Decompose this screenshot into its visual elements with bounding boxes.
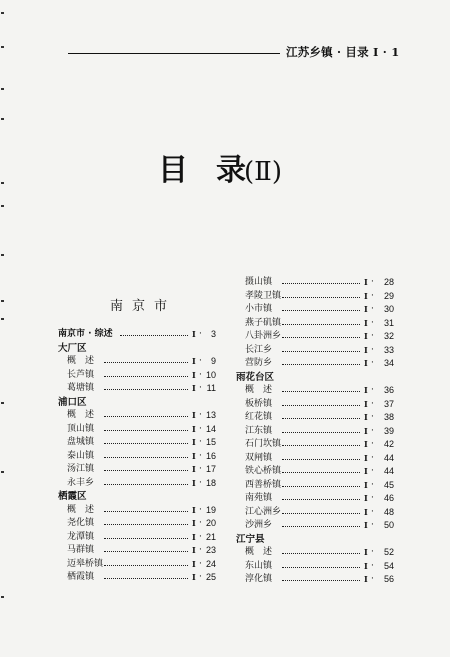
toc-volume-number: Ⅰ	[364, 304, 367, 314]
toc-entry[interactable]	[58, 382, 216, 396]
toc-volume-number: Ⅰ	[192, 531, 195, 542]
toc-entry[interactable]	[236, 573, 394, 587]
page-title-char-1: 目	[158, 153, 188, 188]
toc-entry-name: 石门坎镇	[245, 439, 282, 449]
city-heading: 南京市	[110, 299, 177, 314]
toc-entry[interactable]	[236, 479, 394, 493]
toc-leader-dots	[282, 432, 360, 433]
toc-volume-number: Ⅰ	[192, 464, 195, 474]
toc-separator-dot: ·	[371, 425, 374, 436]
toc-entry-name: 燕子矶镇	[245, 317, 282, 328]
toc-separator-dot: ·	[199, 504, 202, 515]
toc-entry-name: 尧化镇	[67, 518, 95, 528]
toc-entry[interactable]	[58, 355, 216, 369]
toc-page-number: 19	[205, 504, 216, 515]
toc-volume-number: Ⅰ	[364, 290, 367, 301]
toc-column-right	[236, 276, 394, 587]
toc-page-number: 16	[205, 450, 216, 461]
toc-page-number: 44	[383, 466, 394, 476]
toc-separator-dot: ·	[371, 479, 374, 490]
toc-entry[interactable]	[236, 290, 394, 304]
toc-entry-name: 汤江镇	[67, 464, 95, 474]
toc-entry[interactable]	[236, 357, 394, 371]
toc-volume-number: Ⅰ	[364, 466, 367, 476]
toc-entry[interactable]	[236, 411, 394, 425]
toc-volume-number: Ⅰ	[364, 412, 367, 422]
toc-leader-dots	[282, 445, 360, 446]
toc-page-number: 56	[383, 574, 394, 584]
toc-section-name: 栖霞区	[58, 491, 87, 502]
toc-page-number: 3	[210, 329, 216, 339]
toc-page-number: 50	[383, 520, 394, 530]
toc-volume-number: Ⅰ	[192, 356, 195, 366]
toc-entry-name: 泰山镇	[67, 450, 95, 461]
toc-page-number: 38	[383, 412, 394, 422]
toc-separator-dot: ·	[371, 506, 374, 517]
toc-entry[interactable]	[236, 303, 394, 317]
toc-volume-number: Ⅰ	[192, 450, 195, 461]
toc-section-heading[interactable]	[58, 342, 216, 356]
toc-leader-dots	[104, 416, 188, 417]
toc-separator-dot: ·	[199, 545, 202, 555]
toc-separator-dot: ·	[371, 317, 374, 328]
toc-entry[interactable]	[236, 330, 394, 344]
toc-entry-name: 概 述	[67, 504, 95, 515]
toc-separator-dot: ·	[371, 398, 374, 409]
toc-entry[interactable]	[58, 436, 216, 450]
toc-separator-dot: ·	[199, 369, 202, 380]
toc-entry-name: 摄山镇	[245, 277, 273, 287]
toc-entry[interactable]	[236, 398, 394, 412]
toc-entry[interactable]	[236, 425, 394, 439]
toc-entry[interactable]	[58, 369, 216, 383]
toc-page-number: 9	[210, 356, 216, 366]
toc-leader-dots	[120, 335, 188, 336]
toc-volume-number: Ⅰ	[364, 344, 367, 355]
toc-page-number: 18	[205, 477, 216, 488]
toc-volume-number: Ⅰ	[364, 479, 367, 490]
toc-volume-number: Ⅰ	[364, 560, 367, 571]
toc-leader-dots	[282, 364, 360, 365]
toc-volume-number: Ⅰ	[192, 410, 195, 420]
toc-separator-dot: ·	[199, 423, 202, 434]
toc-page-number: 28	[383, 277, 394, 287]
running-header: 江苏乡镇 · 目录 Ⅰ · 1	[286, 45, 400, 59]
toc-volume-number: Ⅰ	[364, 385, 367, 395]
toc-page-number: 45	[383, 479, 394, 490]
toc-leader-dots	[282, 513, 360, 514]
toc-leader-dots	[104, 362, 188, 363]
toc-entry[interactable]	[236, 546, 394, 560]
toc-separator-dot: ·	[371, 385, 374, 395]
toc-leader-dots	[104, 430, 188, 431]
toc-volume-number: Ⅰ	[192, 329, 195, 339]
toc-volume-number: Ⅰ	[364, 425, 367, 436]
toc-leader-dots	[104, 551, 188, 552]
toc-page-number: 33	[383, 344, 394, 355]
toc-leader-dots	[282, 418, 360, 419]
toc-volume-number: Ⅰ	[192, 558, 195, 569]
scan-edge-marks	[0, 0, 6, 657]
toc-entry-name: 板桥镇	[245, 398, 273, 409]
toc-entry[interactable]	[58, 571, 216, 585]
toc-entry-name: 江心洲乡	[245, 506, 282, 517]
toc-entry-name: 概 述	[67, 410, 95, 420]
toc-separator-dot: ·	[371, 547, 374, 557]
toc-leader-dots	[104, 376, 188, 377]
toc-separator-dot: ·	[371, 304, 374, 314]
toc-leader-dots	[282, 553, 360, 554]
toc-leader-dots	[282, 580, 360, 581]
toc-entry[interactable]	[58, 544, 216, 558]
toc-volume-number: Ⅰ	[192, 369, 195, 380]
toc-leader-dots	[282, 459, 360, 460]
toc-entry-name: 概 述	[245, 385, 273, 395]
toc-entry-name: 南苑镇	[245, 493, 273, 503]
toc-entry-name: 双闸镇	[245, 452, 273, 463]
toc-page-number: 25	[205, 572, 216, 582]
toc-entry-name: 概 述	[67, 356, 95, 366]
toc-leader-dots	[282, 283, 360, 284]
toc-section-heading[interactable]	[58, 396, 216, 410]
toc-leader-dots	[104, 578, 188, 579]
toc-volume-number: Ⅰ	[364, 574, 367, 584]
toc-separator-dot: ·	[199, 531, 202, 542]
toc-leader-dots	[104, 511, 188, 512]
toc-volume-number: Ⅰ	[192, 545, 195, 555]
toc-separator-dot: ·	[199, 464, 202, 474]
toc-volume-number: Ⅰ	[364, 277, 367, 287]
toc-entry[interactable]	[58, 450, 216, 464]
toc-leader-dots	[282, 297, 360, 298]
toc-entry[interactable]	[236, 492, 394, 506]
toc-volume-number: Ⅰ	[192, 504, 195, 515]
toc-separator-dot: ·	[199, 329, 202, 339]
toc-separator-dot: ·	[371, 560, 374, 571]
toc-volume-number: Ⅰ	[192, 572, 195, 582]
toc-page-number: 10	[205, 369, 216, 380]
toc-entry-name: 铁心桥镇	[245, 466, 282, 476]
toc-entry[interactable]	[236, 506, 394, 520]
toc-separator-dot: ·	[199, 410, 202, 420]
toc-separator-dot: ·	[199, 572, 202, 582]
toc-volume-number: Ⅰ	[364, 317, 367, 328]
toc-separator-dot: ·	[371, 439, 374, 449]
toc-volume-number: Ⅰ	[192, 477, 195, 488]
toc-volume-number: Ⅰ	[364, 398, 367, 409]
toc-entry-name: 栖霞镇	[67, 572, 95, 582]
toc-entry[interactable]	[236, 317, 394, 331]
header-rule	[68, 53, 280, 54]
toc-separator-dot: ·	[199, 477, 202, 488]
toc-leader-dots	[104, 470, 188, 471]
toc-entry[interactable]	[236, 276, 394, 290]
toc-page-number: 13	[205, 410, 216, 420]
toc-entry-name: 马群镇	[67, 545, 95, 555]
toc-column-left	[58, 328, 216, 585]
toc-volume-number: Ⅰ	[192, 437, 195, 447]
toc-separator-dot: ·	[199, 558, 202, 569]
toc-section-heading[interactable]	[236, 533, 394, 547]
toc-volume-number: Ⅰ	[364, 452, 367, 463]
toc-separator-dot: ·	[199, 437, 202, 447]
toc-entry[interactable]	[58, 531, 216, 545]
toc-entry-name: 长江乡	[245, 344, 273, 355]
toc-page-number: 30	[383, 304, 394, 314]
toc-leader-dots	[282, 310, 360, 311]
toc-separator-dot: ·	[199, 356, 202, 366]
toc-page-number: 24	[205, 558, 216, 569]
toc-entry-name: 长芦镇	[67, 369, 95, 380]
toc-entry[interactable]	[58, 477, 216, 491]
toc-entry[interactable]	[58, 463, 216, 477]
toc-volume-number: Ⅰ	[192, 423, 195, 434]
toc-leader-dots	[282, 567, 360, 568]
toc-section-heading[interactable]	[58, 490, 216, 504]
toc-page-number: 34	[383, 358, 394, 368]
toc-separator-dot: ·	[371, 574, 374, 584]
toc-page-number: 14	[205, 423, 216, 434]
toc-page-number: 15	[205, 437, 216, 447]
toc-entry-name: 西善桥镇	[245, 479, 282, 490]
toc-leader-dots	[282, 324, 360, 325]
toc-leader-dots	[104, 389, 188, 390]
toc-entry-name: 江东镇	[245, 425, 273, 436]
toc-separator-dot: ·	[199, 518, 202, 528]
toc-page-number: 42	[383, 439, 394, 449]
toc-separator-dot: ·	[371, 520, 374, 530]
toc-leader-dots	[282, 405, 360, 406]
toc-entry-name: 红花镇	[245, 412, 273, 422]
toc-page-number: 23	[205, 545, 216, 555]
toc-volume-number: Ⅰ	[192, 518, 195, 528]
toc-section-name: 大厂区	[58, 342, 87, 354]
toc-entry-name: 淳化镇	[245, 574, 273, 584]
toc-page-number: 17	[205, 464, 216, 474]
toc-leader-dots	[104, 538, 188, 539]
toc-entry-name: 龙潭镇	[67, 531, 95, 542]
toc-page-number: 31	[383, 317, 394, 328]
toc-volume-number: Ⅰ	[364, 493, 367, 503]
toc-entry-name: 顶山镇	[67, 423, 95, 434]
toc-separator-dot: ·	[371, 344, 374, 355]
toc-separator-dot: ·	[371, 452, 374, 463]
toc-separator-dot: ·	[371, 358, 374, 368]
toc-entry[interactable]	[236, 452, 394, 466]
toc-page-number: 32	[383, 331, 394, 341]
page-title-char-2: 录	[216, 153, 246, 188]
toc-leader-dots	[282, 499, 360, 500]
toc-section-name: 浦口区	[58, 396, 87, 408]
toc-volume-number: Ⅰ	[364, 439, 367, 449]
toc-entry[interactable]	[58, 423, 216, 437]
toc-entry-name: 盘城镇	[67, 437, 95, 447]
toc-entry-name: 概 述	[245, 547, 273, 557]
toc-leader-dots	[104, 443, 188, 444]
toc-leader-dots	[282, 486, 360, 487]
toc-volume-number: Ⅰ	[364, 331, 367, 341]
toc-separator-dot: ·	[371, 493, 374, 503]
toc-leader-dots	[104, 565, 188, 566]
toc-entry[interactable]	[58, 328, 216, 342]
toc-entry[interactable]	[236, 438, 394, 452]
toc-entry-name: 小市镇	[245, 304, 273, 314]
toc-volume-number: Ⅰ	[192, 383, 195, 393]
toc-volume-number: Ⅰ	[364, 520, 367, 530]
toc-page-number: 52	[383, 547, 394, 557]
toc-separator-dot: ·	[371, 277, 374, 287]
toc-entry[interactable]	[236, 560, 394, 574]
toc-entry[interactable]	[236, 465, 394, 479]
toc-leader-dots	[282, 351, 360, 352]
toc-entry[interactable]	[236, 344, 394, 358]
toc-entry-name: 葛塘镇	[67, 383, 95, 393]
toc-page-number: 29	[383, 290, 394, 301]
toc-volume-number: Ⅰ	[364, 547, 367, 557]
toc-page-number: 46	[383, 493, 394, 503]
toc-section-heading[interactable]	[236, 371, 394, 385]
toc-page-number: 20	[205, 518, 216, 528]
toc-entry-name: 沙洲乡	[245, 520, 273, 530]
toc-separator-dot: ·	[371, 412, 374, 422]
toc-entry[interactable]	[58, 558, 216, 572]
toc-entry-name: 永丰乡	[67, 477, 95, 488]
toc-separator-dot: ·	[371, 466, 374, 476]
toc-page-number: 11	[206, 383, 216, 393]
page-title-volume: (Ⅱ)	[244, 157, 282, 187]
toc-entry-name: 八卦洲乡	[245, 331, 282, 341]
toc-separator-dot: ·	[199, 383, 202, 393]
toc-entry-name: 南京市 · 综述	[58, 329, 113, 339]
toc-leader-dots	[104, 457, 188, 458]
toc-section-name: 江宁县	[236, 533, 265, 545]
toc-entry-name: 东山镇	[245, 560, 273, 571]
toc-separator-dot: ·	[371, 290, 374, 301]
toc-page-number: 39	[383, 425, 394, 436]
toc-entry-name: 迈皋桥镇	[67, 558, 104, 569]
toc-leader-dots	[104, 524, 188, 525]
toc-volume-number: Ⅰ	[364, 358, 367, 368]
toc-leader-dots	[282, 337, 360, 338]
toc-separator-dot: ·	[199, 450, 202, 461]
toc-entry[interactable]	[58, 517, 216, 531]
toc-leader-dots	[282, 472, 360, 473]
toc-section-name: 雨花台区	[236, 371, 275, 383]
toc-entry[interactable]	[236, 384, 394, 398]
toc-page-number: 21	[205, 531, 216, 542]
toc-entry-name: 孝陵卫镇	[245, 290, 282, 301]
toc-separator-dot: ·	[371, 331, 374, 341]
toc-entry-name: 营防乡	[245, 358, 273, 368]
toc-entry[interactable]	[236, 519, 394, 533]
toc-page-number: 36	[383, 385, 394, 395]
toc-page-number: 37	[383, 398, 394, 409]
toc-volume-number: Ⅰ	[364, 506, 367, 517]
toc-leader-dots	[282, 391, 360, 392]
toc-entry[interactable]	[58, 409, 216, 423]
toc-page-number: 54	[383, 560, 394, 571]
toc-entry[interactable]	[58, 504, 216, 518]
toc-page-number: 44	[383, 452, 394, 463]
toc-leader-dots	[282, 526, 360, 527]
toc-leader-dots	[104, 484, 188, 485]
toc-page-number: 48	[383, 506, 394, 517]
